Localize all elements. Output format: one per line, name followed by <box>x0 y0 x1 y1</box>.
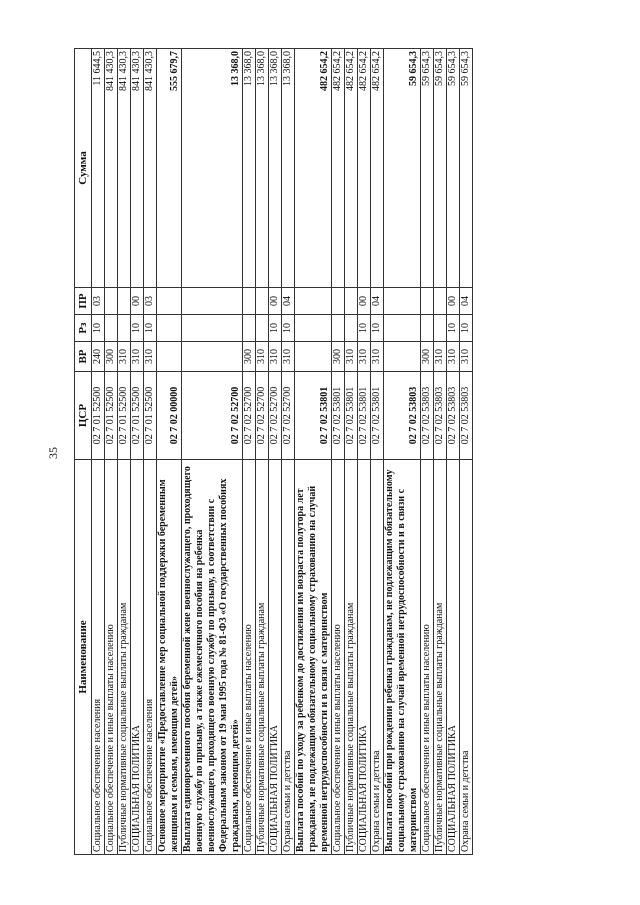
cell-rz: 10 <box>447 315 460 342</box>
cell-pr <box>118 288 131 315</box>
table-row <box>157 49 182 855</box>
budget-table <box>74 48 473 855</box>
cell-sum: 482 654,2 <box>295 49 332 288</box>
cell-pr: 00 <box>358 288 371 315</box>
cell-rz: 10 <box>371 315 384 342</box>
cell-name: Выплата единовременного пособия беременной жене военнослужащего, проходящего военную службу по призыву, а также ежемесячного пособия на ребенка военнослужащего, проходящего военную службу по призыву, в соответствии с Федеральным законом от 19 мая 1995 года № 81-ФЗ «О государственных пособиях гражданам, имеющим детей» <box>182 460 243 855</box>
table-row <box>131 49 144 855</box>
cell-sum: 13 368,0 <box>269 49 282 288</box>
table-row <box>447 49 460 855</box>
cell-csr: 02 7 02 53801 <box>371 372 384 460</box>
cell-vr: 300 <box>105 342 118 372</box>
cell-rz <box>332 315 345 342</box>
cell-vr: 310 <box>269 342 282 372</box>
cell-name: Публичные нормативные социальные выплаты гражданам <box>118 460 131 855</box>
cell-sum: 59 654,3 <box>447 49 460 288</box>
table-row <box>144 49 157 855</box>
cell-csr: 02 7 01 52500 <box>92 372 105 460</box>
cell-csr: 02 7 02 52700 <box>269 372 282 460</box>
cell-name: Публичные нормативные социальные выплаты гражданам <box>434 460 447 855</box>
cell-pr <box>295 288 332 315</box>
cell-vr: 310 <box>371 342 384 372</box>
cell-rz <box>105 315 118 342</box>
cell-vr: 310 <box>447 342 460 372</box>
cell-name: Выплата пособий по уходу за ребенком до достижения им возраста полутора лет гражданам, не подлежащим обязательному социальному страхованию на случай временной нетрудоспособности и в связи с материнством <box>295 460 332 855</box>
cell-csr: 02 7 02 53803 <box>447 372 460 460</box>
cell-rz <box>295 315 332 342</box>
cell-csr: 02 7 01 52500 <box>118 372 131 460</box>
cell-name: Охрана семьи и детства <box>371 460 384 855</box>
cell-sum: 841 430,3 <box>105 49 118 288</box>
header-rz: Рз <box>75 315 92 342</box>
cell-pr: 00 <box>269 288 282 315</box>
header-csr: ЦСР <box>75 372 92 460</box>
cell-sum: 59 654,3 <box>421 49 434 288</box>
cell-csr: 02 7 02 52700 <box>182 372 243 460</box>
cell-vr <box>295 342 332 372</box>
cell-sum: 841 430,3 <box>118 49 131 288</box>
cell-csr: 02 7 02 53803 <box>434 372 447 460</box>
cell-csr: 02 7 02 53803 <box>384 372 421 460</box>
cell-pr <box>105 288 118 315</box>
cell-name: Охрана семьи и детства <box>282 460 295 855</box>
cell-vr: 310 <box>144 342 157 372</box>
table-row <box>434 49 447 855</box>
header-name: Наименование <box>75 460 92 855</box>
cell-pr: 00 <box>447 288 460 315</box>
cell-vr <box>182 342 243 372</box>
cell-sum: 482 654,2 <box>371 49 384 288</box>
cell-csr: 02 7 02 53801 <box>358 372 371 460</box>
table-body <box>92 49 473 855</box>
cell-name: Социальное обеспечение и иные выплаты населению <box>421 460 434 855</box>
cell-rz: 10 <box>460 315 473 342</box>
cell-rz: 10 <box>131 315 144 342</box>
cell-name: СОЦИАЛЬНАЯ ПОЛИТИКА <box>269 460 282 855</box>
cell-csr: 02 7 01 52500 <box>105 372 118 460</box>
cell-rz <box>434 315 447 342</box>
cell-vr <box>384 342 421 372</box>
rotated-page-content <box>74 49 540 855</box>
cell-name: Социальное обеспечение и иные выплаты населению <box>105 460 118 855</box>
table-row <box>92 49 105 855</box>
cell-name: Социальное обеспечение и иные выплаты населению <box>332 460 345 855</box>
cell-vr: 300 <box>332 342 345 372</box>
table-row <box>384 49 421 855</box>
cell-rz <box>256 315 269 342</box>
cell-sum: 841 430,3 <box>131 49 144 288</box>
cell-pr <box>421 288 434 315</box>
cell-pr <box>332 288 345 315</box>
cell-csr: 02 7 01 52500 <box>131 372 144 460</box>
cell-pr: 04 <box>371 288 384 315</box>
cell-rz: 10 <box>269 315 282 342</box>
table-row <box>182 49 243 855</box>
cell-sum: 841 430,3 <box>144 49 157 288</box>
cell-rz: 10 <box>282 315 295 342</box>
cell-pr: 03 <box>144 288 157 315</box>
cell-pr <box>243 288 256 315</box>
cell-csr: 02 7 02 53801 <box>332 372 345 460</box>
cell-name: СОЦИАЛЬНАЯ ПОЛИТИКА <box>131 460 144 855</box>
cell-vr: 310 <box>460 342 473 372</box>
cell-sum: 482 654,2 <box>345 49 358 288</box>
table-row <box>118 49 131 855</box>
cell-name: Публичные нормативные социальные выплаты гражданам <box>256 460 269 855</box>
cell-pr <box>157 288 182 315</box>
cell-vr: 310 <box>345 342 358 372</box>
cell-pr <box>434 288 447 315</box>
cell-sum: 13 368,0 <box>243 49 256 288</box>
cell-rz <box>384 315 421 342</box>
header-vr: ВР <box>75 342 92 372</box>
cell-name: Основное мероприятие «Предоставление мер социальной поддержки беременным женщинам и семьям, имеющим детей» <box>157 460 182 855</box>
cell-rz <box>182 315 243 342</box>
page-number: 35 <box>46 447 60 459</box>
cell-vr: 310 <box>434 342 447 372</box>
cell-name: Социальное обеспечение и иные выплаты населению <box>243 460 256 855</box>
cell-vr: 300 <box>243 342 256 372</box>
cell-vr: 310 <box>282 342 295 372</box>
cell-rz <box>243 315 256 342</box>
cell-pr <box>182 288 243 315</box>
cell-sum: 482 654,2 <box>358 49 371 288</box>
table-row <box>243 49 256 855</box>
cell-csr: 02 7 02 53801 <box>345 372 358 460</box>
cell-pr: 00 <box>131 288 144 315</box>
cell-vr: 300 <box>421 342 434 372</box>
cell-name: Социальное обеспечение населения <box>92 460 105 855</box>
table-row <box>460 49 473 855</box>
cell-sum: 11 644,5 <box>92 49 105 288</box>
table-row <box>332 49 345 855</box>
cell-name: СОЦИАЛЬНАЯ ПОЛИТИКА <box>358 460 371 855</box>
cell-rz: 10 <box>92 315 105 342</box>
cell-vr: 240 <box>92 342 105 372</box>
cell-csr: 02 7 02 53803 <box>460 372 473 460</box>
cell-sum: 59 654,3 <box>434 49 447 288</box>
cell-pr <box>345 288 358 315</box>
table-header-row <box>75 49 92 855</box>
cell-name: Социальное обеспечение населения <box>144 460 157 855</box>
cell-name: Охрана семьи и детства <box>460 460 473 855</box>
cell-rz <box>421 315 434 342</box>
cell-pr: 03 <box>92 288 105 315</box>
cell-pr: 04 <box>460 288 473 315</box>
table-row <box>371 49 384 855</box>
table-row <box>295 49 332 855</box>
cell-pr: 04 <box>282 288 295 315</box>
cell-csr: 02 7 02 52700 <box>243 372 256 460</box>
cell-csr: 02 7 02 53803 <box>421 372 434 460</box>
header-sum: Сумма <box>75 49 92 288</box>
cell-sum: 59 654,3 <box>384 49 421 288</box>
cell-csr: 02 7 02 53801 <box>295 372 332 460</box>
table-row <box>358 49 371 855</box>
header-pr: ПР <box>75 288 92 315</box>
cell-csr: 02 7 02 52700 <box>282 372 295 460</box>
table-row <box>256 49 269 855</box>
cell-name: Публичные нормативные социальные выплаты гражданам <box>345 460 358 855</box>
cell-sum: 13 368,0 <box>182 49 243 288</box>
cell-vr: 310 <box>118 342 131 372</box>
cell-sum: 59 654,3 <box>460 49 473 288</box>
cell-sum: 482 654,2 <box>332 49 345 288</box>
cell-sum: 13 368,0 <box>282 49 295 288</box>
table-row <box>421 49 434 855</box>
cell-rz <box>157 315 182 342</box>
cell-rz: 10 <box>144 315 157 342</box>
cell-name: Выплата пособий при рождении ребенка гражданам, не подлежащим обязательному социальному страхованию на случай временной нетрудоспособности и в связи с материнством <box>384 460 421 855</box>
cell-csr: 02 7 02 52700 <box>256 372 269 460</box>
cell-vr: 310 <box>256 342 269 372</box>
table-row <box>105 49 118 855</box>
cell-vr <box>157 342 182 372</box>
cell-csr: 02 7 02 00000 <box>157 372 182 460</box>
cell-rz <box>345 315 358 342</box>
cell-rz: 10 <box>358 315 371 342</box>
cell-vr: 310 <box>358 342 371 372</box>
cell-vr: 310 <box>131 342 144 372</box>
cell-name: СОЦИАЛЬНАЯ ПОЛИТИКА <box>447 460 460 855</box>
cell-pr <box>256 288 269 315</box>
cell-sum: 13 368,0 <box>256 49 269 288</box>
cell-sum: 555 679,7 <box>157 49 182 288</box>
table-row <box>269 49 282 855</box>
cell-rz <box>118 315 131 342</box>
cell-csr: 02 7 01 52500 <box>144 372 157 460</box>
cell-pr <box>384 288 421 315</box>
table-row <box>345 49 358 855</box>
table-row <box>282 49 295 855</box>
